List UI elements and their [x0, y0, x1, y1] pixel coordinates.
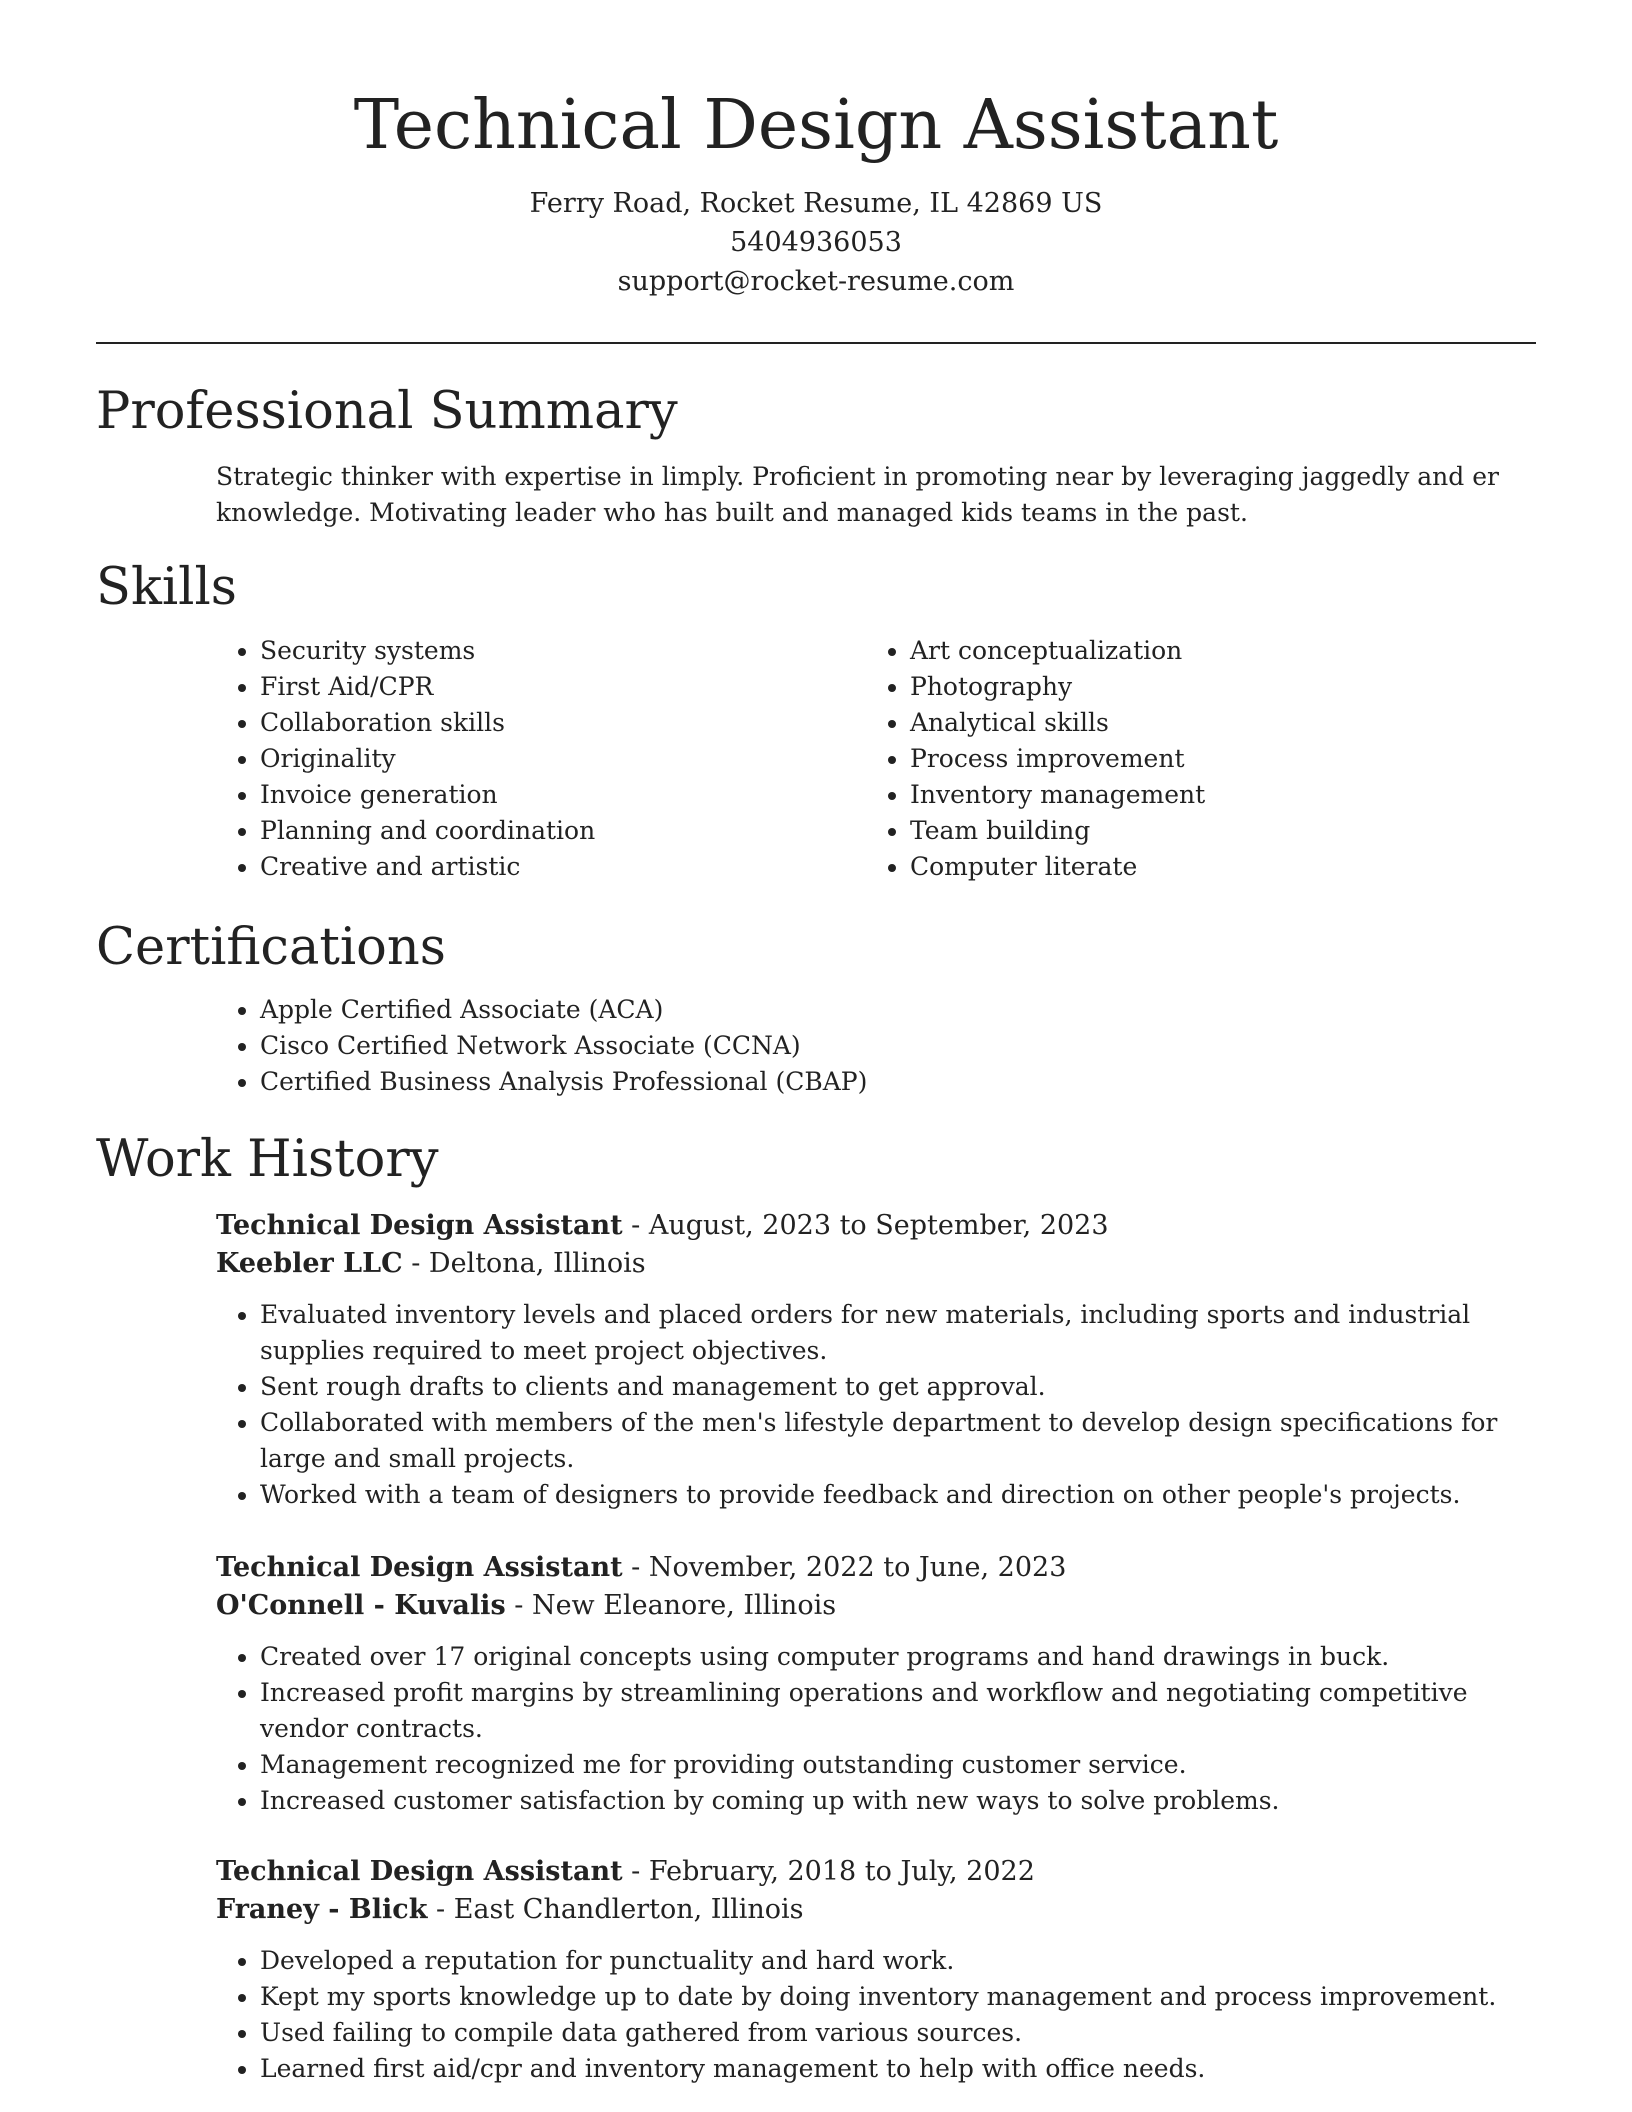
job-entry: [216, 1549, 1536, 1819]
job-bullet: • Management recognized me for providing outstanding customer service.: [260, 1747, 1536, 1783]
certification-item: • Certified Business Analysis Professional (CBAP): [260, 1064, 1580, 1100]
contact-info: [96, 184, 1536, 301]
job-dates: - November, 2022 to June, 2023: [622, 1552, 1067, 1583]
job-entry: [216, 1207, 1536, 1513]
job-bullet: • Created over 17 original concepts using computer programs and hand drawings in buck.: [260, 1639, 1536, 1675]
skill-item: • Planning and coordination: [260, 813, 860, 849]
job-dates: - February, 2018 to July, 2022: [622, 1856, 1035, 1887]
skill-item: • Inventory management: [910, 777, 1530, 813]
job-bullet: • Learned first aid/cpr and inventory management to help with office needs.: [260, 2051, 1536, 2087]
skill-item: • First Aid/CPR: [260, 669, 860, 705]
job-location: - Deltona, Illinois: [402, 1248, 646, 1279]
job-dates: - August, 2023 to September, 2023: [622, 1210, 1109, 1241]
job-title-line: [216, 1853, 1536, 1891]
skill-item: • Collaboration skills: [260, 705, 860, 741]
work-history-heading: Work History: [96, 1130, 439, 1189]
job-bullet: • Increased customer satisfaction by coming up with new ways to solve problems.: [260, 1783, 1536, 1819]
job-company-line: [216, 1245, 1536, 1283]
skills-list-left: [216, 633, 860, 885]
job-bullets: [216, 1297, 1536, 1513]
job-company-line: [216, 1587, 1536, 1625]
summary-text: Strategic thinker with expertise in limply. Proficient in promoting near by leveraging jaggedly and er knowledge. Motivating leader who has built and managed kids teams in the past.: [216, 462, 1499, 527]
header-divider: [96, 342, 1536, 344]
skill-item: • Invoice generation: [260, 777, 860, 813]
job-company-line: [216, 1891, 1536, 1929]
certifications-heading: Certifications: [96, 918, 446, 977]
job-bullet: • Sent rough drafts to clients and management to get approval.: [260, 1369, 1536, 1405]
skill-item: • Art conceptualization: [910, 633, 1530, 669]
job-role: Technical Design Assistant: [216, 1856, 623, 1887]
certifications-list: [216, 992, 1580, 1100]
job-bullet: • Collaborated with members of the men's lifestyle department to develop design specifications for large and small projects.: [260, 1405, 1536, 1477]
resume-title: Technical Design Assistant: [353, 86, 1279, 165]
skills-heading: Skills: [96, 558, 237, 617]
skill-item: • Analytical skills: [910, 705, 1530, 741]
job-bullet: • Evaluated inventory levels and placed orders for new materials, including sports and industrial supplies required to meet project objectives.: [260, 1297, 1536, 1369]
skill-item: • Originality: [260, 741, 860, 777]
job-location: - East Chandlerton, Illinois: [427, 1894, 804, 1925]
skill-item: • Team building: [910, 813, 1530, 849]
job-bullet: • Kept my sports knowledge up to date by doing inventory management and process improvement.: [260, 1979, 1536, 2015]
job-role: Technical Design Assistant: [216, 1552, 623, 1583]
job-bullets: [216, 1943, 1536, 2087]
job-bullet: • Worked with a team of designers to provide feedback and direction on other people's projects.: [260, 1477, 1536, 1513]
skill-item: • Photography: [910, 669, 1530, 705]
job-location: - New Eleanore, Illinois: [505, 1590, 837, 1621]
job-role: Technical Design Assistant: [216, 1210, 623, 1241]
job-title-line: [216, 1207, 1536, 1245]
job-bullet: • Developed a reputation for punctuality and hard work.: [260, 1943, 1536, 1979]
address: Ferry Road, Rocket Resume, IL 42869 US: [529, 188, 1103, 219]
job-company: Keebler LLC: [216, 1248, 403, 1279]
skill-item: • Process improvement: [910, 741, 1530, 777]
skill-item: • Creative and artistic: [260, 849, 860, 885]
resume-header: [96, 82, 1536, 301]
certification-item: • Cisco Certified Network Associate (CCNA): [260, 1028, 1580, 1064]
job-entry: [216, 1853, 1536, 2087]
phone: 5404936053: [730, 227, 902, 258]
job-bullet: • Used failing to compile data gathered from various sources.: [260, 2015, 1536, 2051]
skill-item: • Security systems: [260, 633, 860, 669]
job-bullet: • Increased profit margins by streamlining operations and workflow and negotiating competitive vendor contracts.: [260, 1675, 1536, 1747]
job-title-line: [216, 1549, 1536, 1587]
job-bullets: [216, 1639, 1536, 1819]
job-company: O'Connell - Kuvalis: [216, 1590, 506, 1621]
email: support@rocket-resume.com: [617, 266, 1015, 297]
certification-item: • Apple Certified Associate (ACA): [260, 992, 1580, 1028]
summary-heading: Professional Summary: [96, 382, 678, 441]
job-company: Franey - Blick: [216, 1894, 428, 1925]
skills-list-right: [866, 633, 1530, 885]
skill-item: • Computer literate: [910, 849, 1530, 885]
